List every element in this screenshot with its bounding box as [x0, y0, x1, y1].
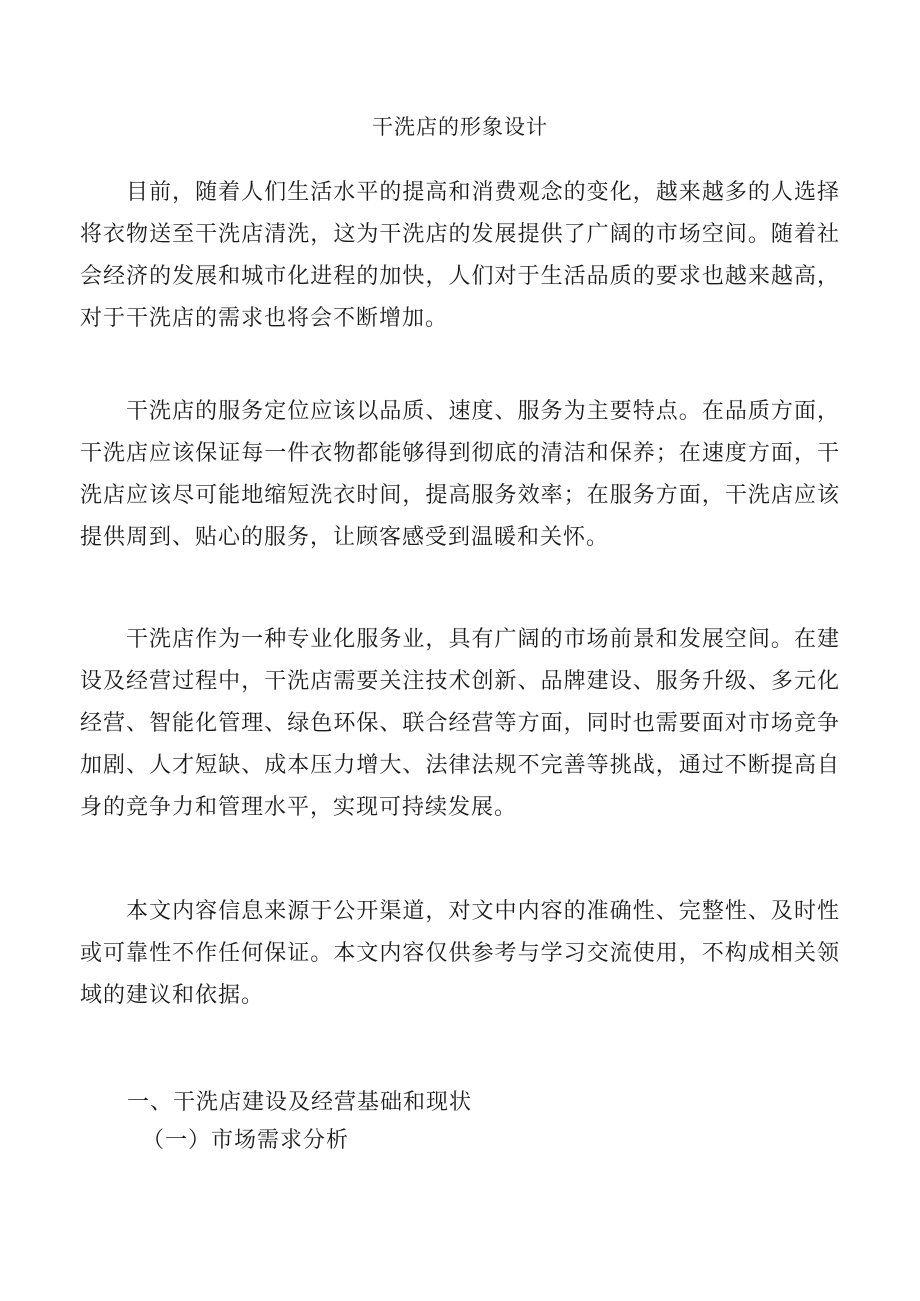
paragraph-market-space: 目前，随着人们生活水平的提高和消费观念的变化，越来越多的人选择将衣物送至干洗店清洗，这为干洗店的发展提供了广阔的市场空间。随着社会经济的发展和城市化进程的加快，人们对于生活品质的要求也越来越高，对于干洗店的需求也将会不断增加。: [80, 180, 840, 331]
subsection-heading: （一）市场需求分析: [142, 1128, 350, 1153]
paragraph-development-outlook: 干洗店作为一种专业化服务业，具有广阔的市场前景和发展空间。在建设及经营过程中，干洗店需要关注技术创新、品牌建设、服务升级、多元化经营、智能化管理、绿色环保、联合经营等方面，同时也需要面对市场竞争加剧、人才短缺、成本压力增大、法律法规不完善等挑战，通过不断提高自身的竞争力和管理水平，实现可持续发展。: [80, 627, 840, 820]
paragraph-disclaimer: 本文内容信息来源于公开渠道，对文中内容的准确性、完整性、及时性或可靠性不作任何保证。本文内容仅供参考与学习交流使用，不构成相关领域的建议和依据。: [80, 899, 840, 1008]
section-heading: 一、干洗店建设及经营基础和现状: [127, 1090, 473, 1115]
document-title: 干洗店的形象设计: [372, 115, 548, 139]
paragraph-service-positioning: 干洗店的服务定位应该以品质、速度、服务为主要特点。在品质方面，干洗店应该保证每一件衣物都能够得到彻底的清洁和保养；在速度方面，干洗店应该尽可能地缩短洗衣时间，提高服务效率；在服务方面，干洗店应该提供周到、贴心的服务，让顾客感受到温暖和关怀。: [80, 399, 840, 550]
